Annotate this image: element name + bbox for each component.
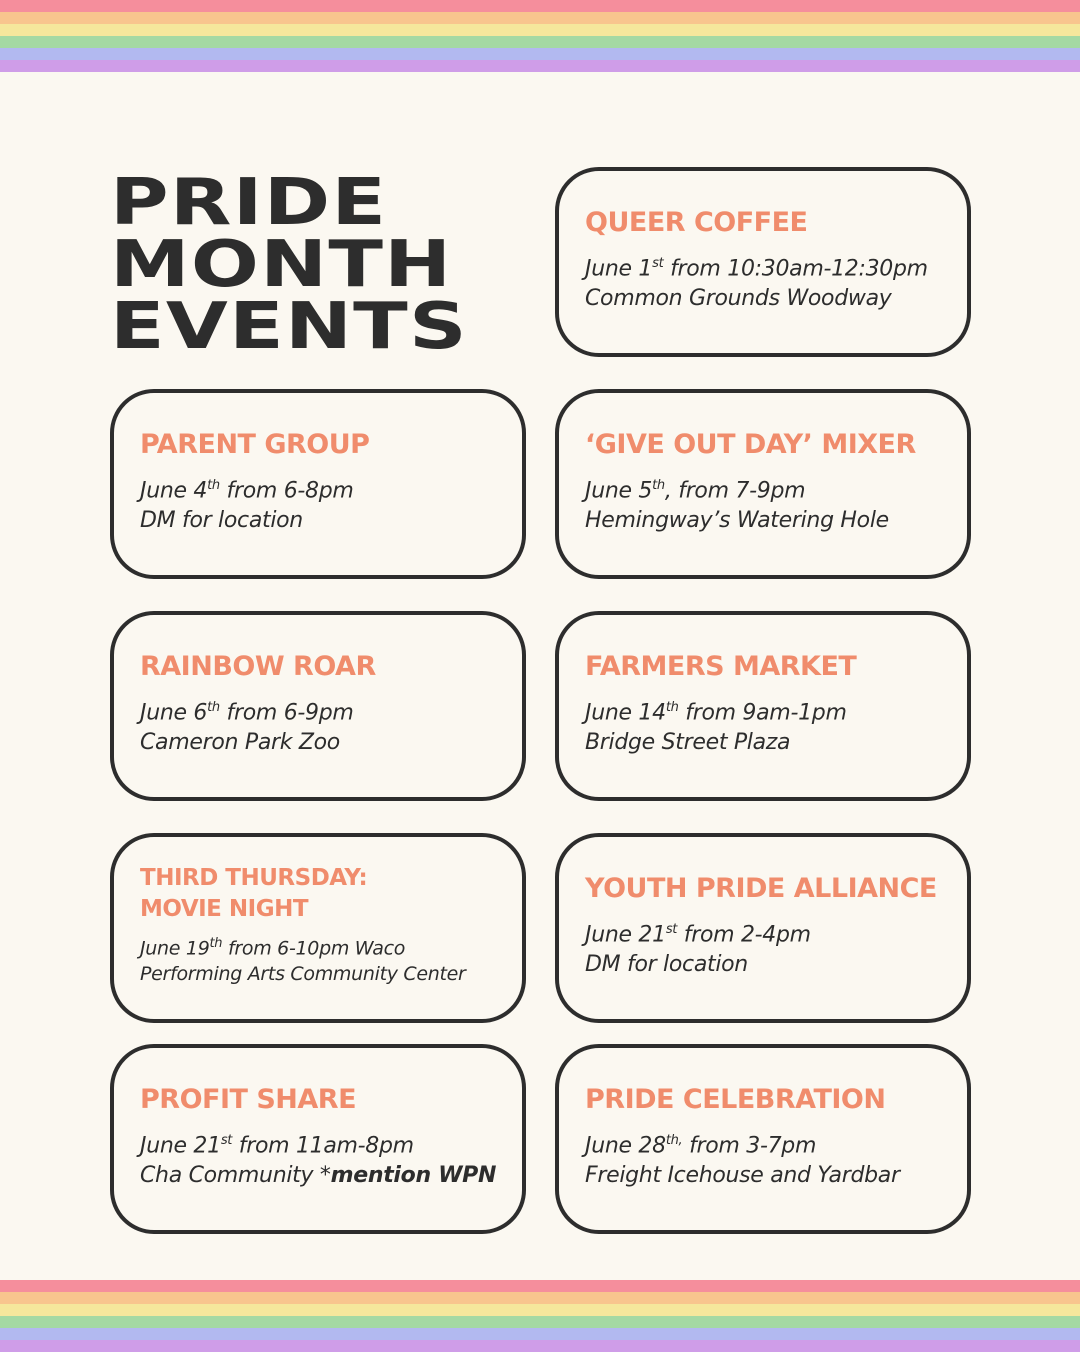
event-location: DM for location xyxy=(140,508,303,534)
event-time: June 5th, from 7-9pm xyxy=(585,478,806,504)
stripe xyxy=(0,60,1080,72)
rainbow-stripes-bottom xyxy=(0,1280,1080,1352)
page-title xyxy=(110,166,468,364)
event-location: Cameron Park Zoo xyxy=(140,730,340,756)
stripe xyxy=(0,1328,1080,1340)
event-time: June 19th from 6-10pm Waco Performing Arts Community Center xyxy=(140,936,466,986)
event-name: QUEER COFFEE xyxy=(585,207,808,238)
stripe xyxy=(0,0,1080,12)
event-card-youth-pride xyxy=(555,833,971,1023)
event-location: Bridge Street Plaza xyxy=(585,730,791,756)
event-card-rainbow-roar xyxy=(110,611,526,801)
event-location: Cha Community *mention WPN xyxy=(140,1163,497,1189)
event-card-pride-celebration xyxy=(555,1044,971,1234)
event-name: YOUTH PRIDE ALLIANCE xyxy=(585,873,937,904)
stripe xyxy=(0,1340,1080,1352)
stripe xyxy=(0,12,1080,24)
title-line: EVENTS xyxy=(110,290,468,364)
stripe xyxy=(0,1316,1080,1328)
event-location: DM for location xyxy=(585,952,748,978)
event-name: PROFIT SHARE xyxy=(140,1084,357,1115)
event-location: Hemingway’s Watering Hole xyxy=(585,508,889,534)
stripe xyxy=(0,36,1080,48)
stripe xyxy=(0,1292,1080,1304)
event-card-third-thursday xyxy=(110,833,526,1023)
stripe xyxy=(0,1280,1080,1292)
event-location: Freight Icehouse and Yardbar xyxy=(585,1163,900,1189)
event-card-farmers-market xyxy=(555,611,971,801)
stripe xyxy=(0,48,1080,60)
event-name: FARMERS MARKET xyxy=(585,651,857,682)
event-card-profit-share xyxy=(110,1044,526,1234)
event-card-queer-coffee xyxy=(555,167,971,357)
event-location: Common Grounds Woodway xyxy=(585,286,892,312)
event-card-give-out-day xyxy=(555,389,971,579)
event-time: June 6th from 6-9pm xyxy=(140,700,354,726)
title-line: MONTH xyxy=(110,228,453,302)
event-time: June 1st from 10:30am-12:30pm xyxy=(585,256,928,282)
event-name: PRIDE CELEBRATION xyxy=(585,1084,886,1115)
event-time: June 21st from 2-4pm xyxy=(585,922,811,948)
event-name: ‘GIVE OUT DAY’ MIXER xyxy=(585,429,916,460)
stripe xyxy=(0,1304,1080,1316)
event-time: June 14th from 9am-1pm xyxy=(585,700,847,726)
title-line: PRIDE xyxy=(110,166,388,240)
event-name: THIRD THURSDAY: MOVIE NIGHT xyxy=(140,865,368,922)
rainbow-stripes-top xyxy=(0,0,1080,72)
event-time: June $28^{th,}$ from 3-7pm xyxy=(585,1133,817,1159)
event-time: June 4th from 6-8pm xyxy=(140,478,354,504)
stripe xyxy=(0,24,1080,36)
event-name: PARENT GROUP xyxy=(140,429,370,460)
event-card-parent-group xyxy=(110,389,526,579)
event-time: June 21st from 11am-8pm xyxy=(140,1133,414,1159)
event-name: RAINBOW ROAR xyxy=(140,651,376,682)
